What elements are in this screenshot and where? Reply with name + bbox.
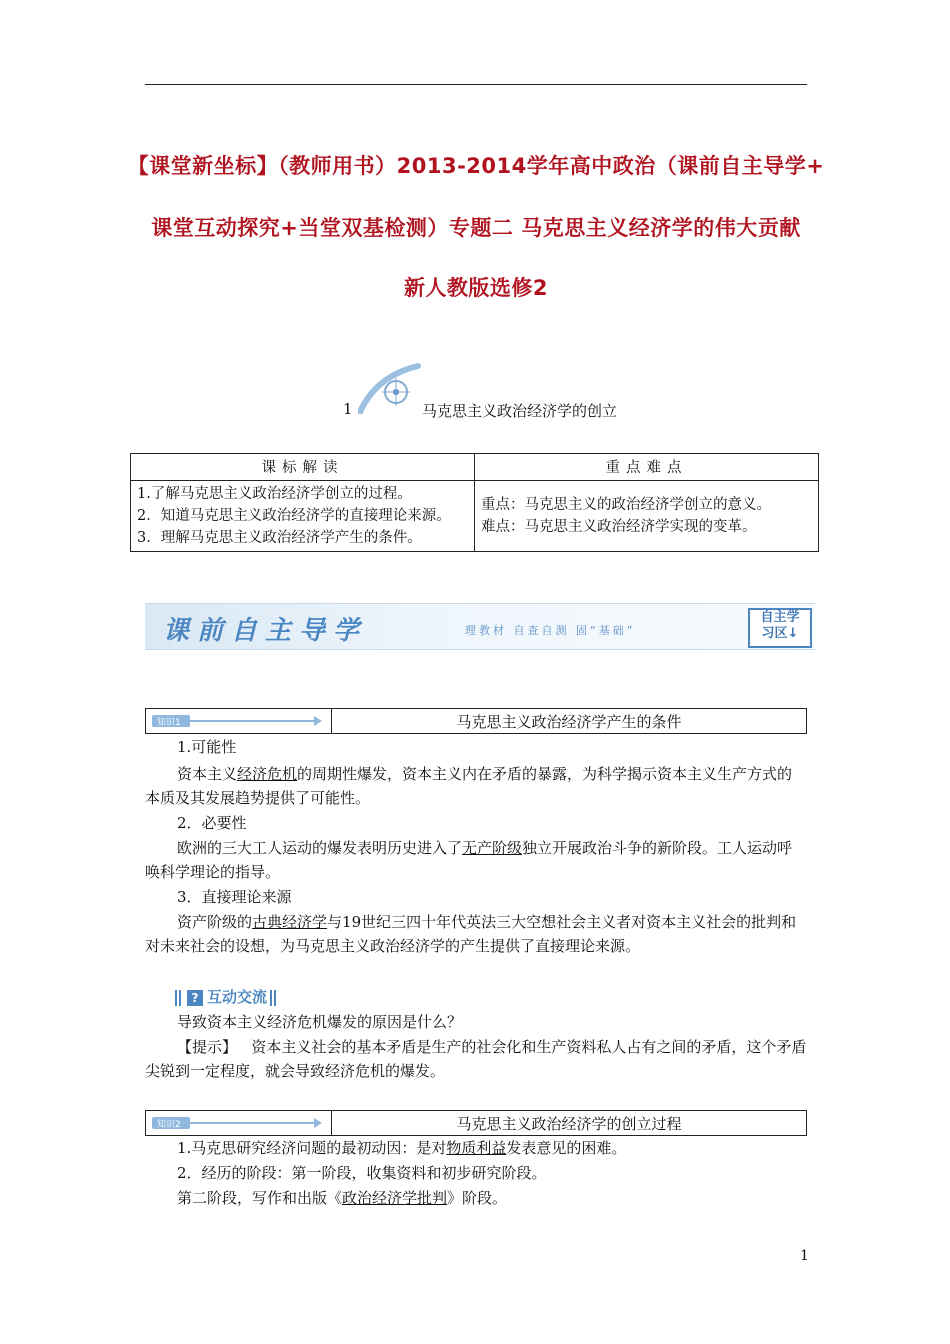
knowledge-point-tag [146,1111,332,1135]
hint-label: 【提示】 [177,1038,238,1056]
question-icon: ? [187,990,203,1006]
section-heading: 1.可能性 [177,738,237,756]
key-term: 政治经济学批判 [342,1189,448,1207]
interaction-hint [145,1035,807,1083]
interaction-question: 导致资本主义经济危机爆发的原因是什么？ [177,1013,463,1031]
section-banner [145,603,815,650]
text-run: 资本主义 [177,765,238,783]
document-title-line-1: 【课堂新坐标】（教师用书）2013-2014学年高中政治（课前自主导学+ [127,154,825,178]
text-run: 第二阶段，写作和出版《 [177,1189,343,1207]
knowledge-tag-label: 知识2 [157,1120,181,1130]
divider [270,990,272,1006]
divider [274,990,276,1006]
key-term: 古典经济学 [252,913,328,931]
page-number: 1 [800,1248,809,1264]
knowledge-tag-label: 知识1 [157,718,181,728]
text-run: 与19世纪三四十年代英法三大空想社会主义者对资本主义社会的批判和对未来社会的设想，为马克思主义政治经济学的产生提供了直接理论来源。 [145,913,797,955]
text-run: 独立开展政治斗争的新阶段。工人运动呼唤科学理论的指导。 [145,839,793,881]
objective-item: 1.了解马克思主义政治经济学创立的过程。 [137,486,412,502]
knowledge-point-2-header [145,1110,807,1136]
document-title-line-2: 课堂互动探究+当堂双基检测）专题二 马克思主义经济学的伟大贡献 [151,216,801,240]
knowledge-point-tag [146,709,332,733]
divider [179,990,181,1006]
key-term: 无产阶级 [462,839,523,857]
text-run: 的周期性爆发，资本主义内在矛盾的暴露，为科学揭示资本主义生产方式的本质及其发展趋势提供了可能性。 [145,765,793,807]
divider [175,990,177,1006]
banner-badge-line-2: 习区↓ [761,626,799,641]
lesson-name: 马克思主义政治经济学的创立 [422,402,618,420]
paragraph [145,762,807,810]
document-title-line-3: 新人教版选修2 [403,276,549,300]
text-run: 资产阶级的 [177,913,253,931]
text-run: 1.马克思研究经济问题的最初动因：是对 [177,1139,447,1157]
knowledge-point-1-title: 马克思主义政治经济学产生的条件 [456,713,682,731]
key-point-item: 重点：马克思主义的政治经济学创立的意义。 [481,497,771,513]
paragraph [177,1186,507,1210]
section-heading: 2．必要性 [177,814,247,832]
objectives-table [130,453,819,552]
objectives-header-curriculum: 课标解读 [131,454,475,481]
paragraph [177,1136,626,1160]
lesson-target-icon [358,362,422,414]
banner-subtitle: 理教材 自查自测 固“基础” [465,624,636,637]
paragraph: 2．经历的阶段：第一阶段，收集资料和初步研究阶段。 [177,1164,547,1182]
section-heading: 3．直接理论来源 [177,888,292,906]
objectives-right-cell [475,481,819,552]
key-term: 物质利益 [446,1139,507,1157]
interaction-label-text: 互动交流 [207,988,268,1006]
header-rule [145,84,807,85]
arrow-right-icon [152,1115,322,1131]
text-run: 》阶段。 [447,1189,508,1207]
banner-badge-line-1: 自主学 [760,610,800,625]
knowledge-point-2-title: 马克思主义政治经济学的创立过程 [456,1115,682,1133]
key-term: 经济危机 [237,765,298,783]
knowledge-point-1-header [145,708,807,734]
objectives-left-cell [131,481,475,552]
paragraph [145,836,807,884]
arrow-right-icon [152,713,322,729]
objectives-header-key-points: 重点难点 [475,454,819,481]
banner-badge [748,608,812,648]
text-run: 欧洲的三大工人运动的爆发表明历史进入了 [177,839,463,857]
lesson-number: 1 [343,400,353,418]
objective-item: 3．理解马克思主义政治经济学产生的条件。 [137,530,422,546]
interaction-label [175,986,278,1006]
text-run: 发表意见的困难。 [506,1139,627,1157]
banner-title: 课前自主导学 [163,616,368,646]
hint-text: 资本主义社会的基本矛盾是生产的社会化和生产资料私人占有之间的矛盾，这个矛盾尖锐到一定程度，就会导致经济危机的爆发。 [145,1038,807,1080]
paragraph [145,910,807,958]
key-point-item: 难点：马克思主义政治经济学实现的变革。 [481,519,757,535]
objective-item: 2．知道马克思主义政治经济学的直接理论来源。 [137,508,451,524]
